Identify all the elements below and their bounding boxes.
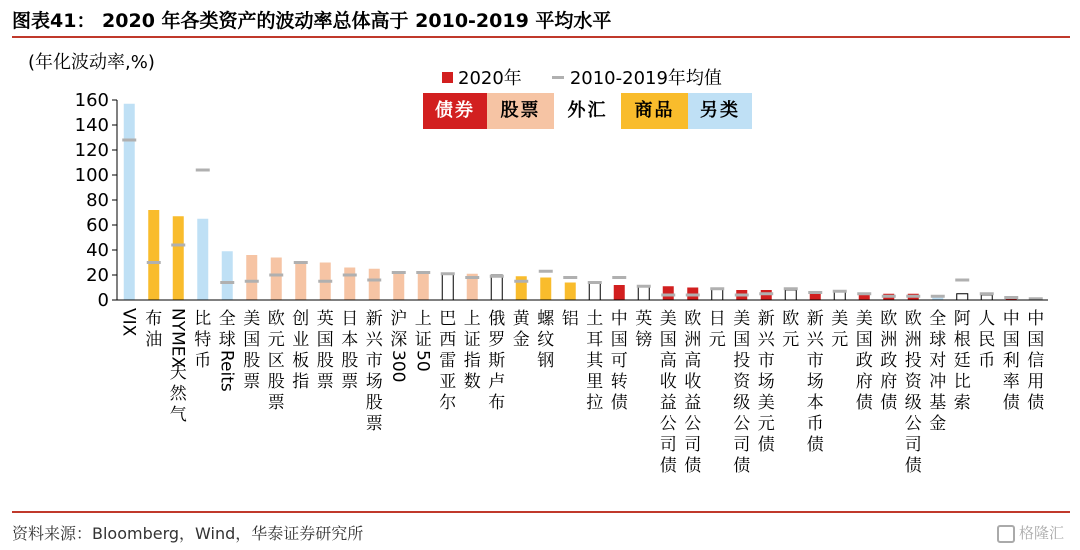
x-tick-label-text: 公 — [733, 414, 751, 434]
x-tick-label-text: 金 — [512, 330, 530, 350]
group-box-equity: 股票 — [487, 93, 554, 129]
bar — [344, 268, 355, 301]
x-tick-label-text: 国 — [316, 330, 334, 350]
x-tick-label-text: 市 — [365, 351, 383, 371]
x-tick-label-text: 政 — [855, 351, 873, 371]
bar — [540, 278, 551, 301]
legend-marker-label: 2010-2019年均值 — [569, 68, 722, 89]
x-tick-label-text: 公 — [684, 414, 702, 434]
x-tick-label-text: 股 — [316, 351, 334, 371]
bar — [369, 269, 380, 300]
x-tick-label — [782, 309, 799, 350]
bar — [124, 104, 135, 300]
x-tick-label-text: 币 — [194, 351, 212, 371]
x-tick-label-text: 股 — [365, 393, 383, 413]
bar — [246, 255, 257, 300]
x-tick-label-text: 票 — [365, 414, 383, 434]
x-tick-label-text: 卢 — [488, 372, 506, 392]
x-tick-label-text: 国 — [1027, 330, 1045, 350]
x-tick-label-text: 巴 — [439, 309, 457, 329]
x-tick-label — [118, 308, 138, 337]
x-tick-label-text: 罗 — [488, 330, 506, 350]
x-tick-label-text: 中 — [1027, 309, 1045, 329]
x-tick-label-text: 国 — [733, 330, 751, 350]
bar — [418, 271, 429, 300]
x-tick-label-text: 兴 — [757, 330, 775, 350]
chart-title: 图表41： 2020 年各类资产的波动率总体高于 2010-2019 平均水平 — [12, 10, 612, 32]
x-tick-label-text: 美 — [855, 309, 873, 329]
x-tick-label — [635, 309, 652, 350]
x-tick-label — [464, 309, 481, 392]
x-tick-label-text: 板 — [292, 351, 310, 371]
x-tick-label-text: 兴 — [806, 330, 824, 350]
x-tick-label-text: 本 — [806, 393, 824, 413]
x-tick-label-text: 场 — [806, 372, 824, 392]
bar — [197, 219, 208, 300]
bar — [442, 274, 453, 300]
group-box-alternative: 另类 — [688, 93, 752, 129]
x-tick-label-text: 证 — [414, 330, 432, 350]
footer-divider — [12, 511, 1070, 513]
x-tick-label-text: 镑 — [635, 330, 653, 350]
x-tick-label-text: 用 — [1027, 372, 1045, 392]
x-tick-label-text: 债 — [659, 456, 677, 476]
bar — [638, 286, 649, 300]
x-tick-label-text: 沪 — [390, 309, 408, 329]
x-tick-label — [145, 309, 162, 350]
x-tick-label-text: 司 — [733, 435, 751, 455]
x-tick-label-text: 美 — [659, 309, 677, 329]
x-tick-label-text: 球 — [218, 330, 236, 350]
x-tick-label-text: 金 — [929, 414, 947, 434]
x-tick-label-text: 利 — [1002, 351, 1020, 371]
x-tick-label-text: 币 — [806, 414, 824, 434]
x-tick-label-text: 黄 — [512, 309, 530, 329]
x-tick-label-text: 廷 — [953, 351, 971, 371]
x-tick-label-text: 中 — [1002, 309, 1020, 329]
x-tick-label — [684, 309, 701, 476]
bar — [173, 216, 184, 300]
x-tick-label — [488, 309, 505, 413]
x-tick-label-text: 国 — [659, 330, 677, 350]
x-tick-label-text: 投 — [733, 351, 751, 371]
x-tick-label-text: 亚 — [439, 372, 457, 392]
x-tick-label — [611, 309, 628, 413]
x-tick-label-text: 府 — [880, 372, 898, 392]
x-tick-label-text: 转 — [610, 372, 628, 392]
watermark — [997, 522, 1064, 543]
x-tick-label — [366, 309, 384, 434]
x-tick-label — [954, 309, 971, 413]
x-tick-label — [856, 309, 873, 413]
x-tick-label-text: 欧 — [904, 309, 922, 329]
x-tick-label-text: 债 — [1002, 393, 1020, 413]
x-tick-label-text: 证 — [463, 330, 481, 350]
x-tick-label-text: 元 — [782, 330, 800, 350]
x-tick-label-text: 斯 — [488, 351, 506, 371]
x-tick-label-text: 纹 — [537, 330, 555, 350]
x-tick-label-text: 债 — [880, 393, 898, 413]
x-tick-label — [317, 309, 334, 392]
x-tick-label-text: 新 — [365, 309, 383, 329]
x-tick-label-text: 公 — [659, 414, 677, 434]
x-tick-label — [733, 309, 751, 476]
x-tick-label — [709, 309, 726, 350]
x-tick-label-text: 益 — [684, 393, 702, 413]
x-tick-label-text: 300 — [387, 350, 408, 383]
x-tick-label — [388, 309, 408, 382]
x-tick-label-text: 信 — [1027, 351, 1045, 371]
x-tick-label-text: 市 — [806, 351, 824, 371]
y-tick-label: 80 — [86, 190, 109, 211]
bar — [295, 261, 306, 300]
watermark-logo-icon — [997, 525, 1015, 543]
x-tick-label-text: 然 — [169, 384, 187, 404]
x-tick-label-text: 美 — [243, 309, 261, 329]
bar — [614, 285, 625, 300]
x-tick-label-text: 土 — [586, 309, 604, 329]
x-tick-label-text: NYMEX — [167, 308, 188, 369]
x-tick-label-text: 资 — [733, 372, 751, 392]
x-tick-label-text: 其 — [586, 351, 604, 371]
bar — [271, 258, 282, 301]
x-tick-label-text: 票 — [341, 372, 359, 392]
x-tick-label-text: 币 — [978, 351, 996, 371]
x-tick-label — [586, 309, 604, 413]
x-tick-label-text: 公 — [904, 414, 922, 434]
x-tick-label-text: 美 — [733, 309, 751, 329]
x-tick-label-text: 油 — [145, 330, 163, 350]
x-tick-label-text: 国 — [855, 330, 873, 350]
x-tick-label-text: 资 — [904, 372, 922, 392]
x-tick-label-text: 民 — [978, 330, 996, 350]
x-tick-label-text: 兴 — [365, 330, 383, 350]
x-tick-label-text: 指 — [463, 351, 481, 371]
x-tick-label-text: 英 — [635, 309, 653, 329]
y-tick-label: 140 — [74, 115, 109, 136]
y-tick-label: 100 — [74, 165, 109, 186]
x-tick-label-text: 票 — [243, 372, 261, 392]
bar — [981, 295, 992, 300]
x-tick-label-text: 新 — [806, 309, 824, 329]
x-tick-label-text: 高 — [684, 351, 702, 371]
x-tick-label-text: 上 — [463, 309, 481, 329]
x-tick-label — [880, 309, 897, 413]
x-tick-label-text: 级 — [904, 393, 922, 413]
y-tick-label: 120 — [74, 140, 109, 161]
group-box-bond: 债券 — [423, 93, 487, 129]
x-tick-label-text: 索 — [953, 393, 971, 413]
x-tick-label-text: 布 — [145, 309, 163, 329]
x-tick-label-text: 铝 — [561, 309, 579, 329]
x-tick-label-text: 本 — [341, 330, 359, 350]
x-tick-label-text: 业 — [292, 330, 310, 350]
y-axis-label: (年化波动率,%) — [28, 52, 155, 73]
x-tick-label-text: 洲 — [880, 330, 898, 350]
x-tick-label-text: Reits — [216, 350, 237, 392]
x-tick-label-text: 冲 — [929, 372, 947, 392]
x-tick-label-text: 场 — [365, 372, 383, 392]
x-tick-label — [758, 309, 776, 455]
x-tick-label-text: 欧 — [880, 309, 898, 329]
x-tick-label-text: 元 — [757, 414, 775, 434]
x-tick-label-text: 欧 — [267, 309, 285, 329]
x-tick-label — [978, 309, 995, 371]
x-tick-label-text: 票 — [267, 393, 285, 413]
x-tick-label-text: VIX — [118, 308, 139, 337]
x-tick-label-text: 美 — [757, 393, 775, 413]
bar — [663, 286, 674, 300]
x-tick-label-text: 特 — [194, 330, 212, 350]
x-tick-label-text: 布 — [488, 393, 506, 413]
x-tick-label — [562, 309, 579, 329]
x-tick-label-text: 可 — [610, 351, 628, 371]
watermark-text: 格隆汇 — [1018, 524, 1064, 542]
x-tick-label-text: 全 — [929, 309, 947, 329]
x-tick-label — [1027, 309, 1044, 413]
x-tick-label — [831, 309, 848, 350]
x-tick-label-text: 雷 — [439, 351, 457, 371]
y-tick-label: 60 — [86, 215, 109, 236]
x-tick-label-text: 债 — [855, 393, 873, 413]
x-tick-label-text: 政 — [880, 351, 898, 371]
x-tick-label-text: 尔 — [439, 393, 457, 413]
x-tick-label-text: 国 — [610, 330, 628, 350]
x-tick-label-text: 耳 — [586, 330, 604, 350]
x-tick-label-text: 元 — [831, 330, 849, 350]
x-tick-label-text: 日 — [708, 309, 726, 329]
x-tick-label-text: 上 — [414, 309, 432, 329]
y-tick-label: 160 — [74, 90, 109, 111]
legend-bar-label: 2020年 — [458, 68, 522, 89]
x-tick-label-text: 对 — [929, 351, 947, 371]
x-tick-label-text: 级 — [733, 393, 751, 413]
x-tick-label — [660, 309, 677, 476]
x-tick-label-text: 日 — [341, 309, 359, 329]
x-tick-label-text: 高 — [659, 351, 677, 371]
x-tick-label-text: 西 — [439, 330, 457, 350]
x-tick-label — [194, 309, 211, 371]
x-tick-label-text: 拉 — [586, 393, 604, 413]
x-tick-label-text: 螺 — [537, 309, 555, 329]
x-tick-label-text: 股 — [243, 351, 261, 371]
x-tick-label-text: 指 — [292, 372, 310, 392]
x-tick-label-text: 司 — [659, 435, 677, 455]
x-tick-label — [929, 309, 946, 434]
x-tick-label-text: 投 — [904, 351, 922, 371]
x-tick-label — [807, 309, 825, 455]
x-tick-label-text: 市 — [757, 351, 775, 371]
x-tick-label-text: 创 — [292, 309, 310, 329]
x-tick-label — [167, 308, 188, 425]
x-tick-label-text: 美 — [831, 309, 849, 329]
x-tick-label-text: 区 — [267, 351, 285, 371]
x-tick-label — [292, 309, 309, 392]
x-tick-label-text: 益 — [659, 393, 677, 413]
x-tick-label-text: 天 — [169, 363, 187, 383]
y-tick-label: 0 — [97, 290, 109, 311]
x-tick-label-text: 气 — [169, 405, 187, 425]
bar — [148, 210, 159, 300]
x-tick-label-text: 钢 — [537, 351, 555, 371]
group-box-commodity: 商品 — [621, 93, 688, 129]
x-tick-label-text: 司 — [684, 435, 702, 455]
x-tick-label-text: 俄 — [488, 309, 506, 329]
x-tick-label — [216, 309, 236, 392]
x-tick-label-text: 债 — [757, 435, 775, 455]
x-tick-label-text: 债 — [610, 393, 628, 413]
x-tick-label — [513, 309, 531, 350]
bar — [957, 294, 968, 300]
x-tick-label-text: 英 — [316, 309, 334, 329]
x-tick-label-text: 率 — [1002, 372, 1020, 392]
x-tick-label-text: 收 — [684, 372, 702, 392]
x-tick-label-text: 比 — [194, 309, 212, 329]
x-tick-label-text: 球 — [929, 330, 947, 350]
source-note: 资料来源：Bloomberg，Wind，华泰证券研究所 — [12, 524, 364, 543]
bar — [785, 290, 796, 300]
x-tick-label — [268, 309, 285, 413]
bar — [589, 283, 600, 301]
x-tick-label-text: 欧 — [684, 309, 702, 329]
x-tick-label-text: 中 — [610, 309, 628, 329]
x-tick-label-text: 根 — [953, 330, 971, 350]
x-tick-label-text: 元 — [708, 330, 726, 350]
x-tick-label — [1003, 309, 1020, 413]
x-tick-label-text: 阿 — [953, 309, 971, 329]
x-tick-label-text: 股 — [267, 372, 285, 392]
x-tick-label-text: 元 — [267, 330, 285, 350]
x-tick-label-text: 股 — [341, 351, 359, 371]
bar — [712, 289, 723, 300]
x-tick-label — [412, 309, 432, 372]
y-tick-label: 20 — [86, 265, 109, 286]
x-tick-label-text: 欧 — [782, 309, 800, 329]
x-tick-label — [905, 309, 923, 476]
x-tick-label-text: 国 — [243, 330, 261, 350]
bar — [222, 251, 233, 300]
x-tick-label-text: 债 — [733, 456, 751, 476]
x-tick-label-text: 新 — [757, 309, 775, 329]
x-tick-label-text: 债 — [904, 456, 922, 476]
x-tick-label-text: 50 — [412, 350, 433, 372]
bar — [565, 283, 576, 301]
x-tick-label-text: 数 — [463, 372, 481, 392]
x-tick-label-text: 比 — [953, 372, 971, 392]
x-tick-label-text: 基 — [929, 393, 947, 413]
x-tick-label-text: 府 — [855, 372, 873, 392]
x-tick-label-text: 国 — [1002, 330, 1020, 350]
x-tick-label-text: 全 — [218, 309, 236, 329]
x-tick-label-text: 深 — [390, 330, 408, 350]
x-tick-label-text: 债 — [1027, 393, 1045, 413]
x-tick-label-text: 票 — [316, 372, 334, 392]
bar — [491, 275, 502, 300]
y-tick-label: 40 — [86, 240, 109, 261]
x-tick-label-text: 场 — [757, 372, 775, 392]
x-tick-label — [341, 309, 358, 392]
group-box-fx: 外汇 — [554, 93, 621, 129]
x-tick-label — [439, 309, 456, 413]
x-tick-label-text: 收 — [659, 372, 677, 392]
x-tick-label-text: 洲 — [904, 330, 922, 350]
x-tick-label — [243, 309, 260, 392]
x-tick-label — [537, 309, 555, 371]
bar — [393, 271, 404, 300]
x-tick-label-text: 人 — [978, 309, 996, 329]
x-tick-label-text: 洲 — [684, 330, 702, 350]
x-tick-label-text: 债 — [684, 456, 702, 476]
x-tick-label-text: 里 — [586, 372, 604, 392]
x-tick-label-text: 司 — [904, 435, 922, 455]
x-tick-label-text: 债 — [806, 435, 824, 455]
